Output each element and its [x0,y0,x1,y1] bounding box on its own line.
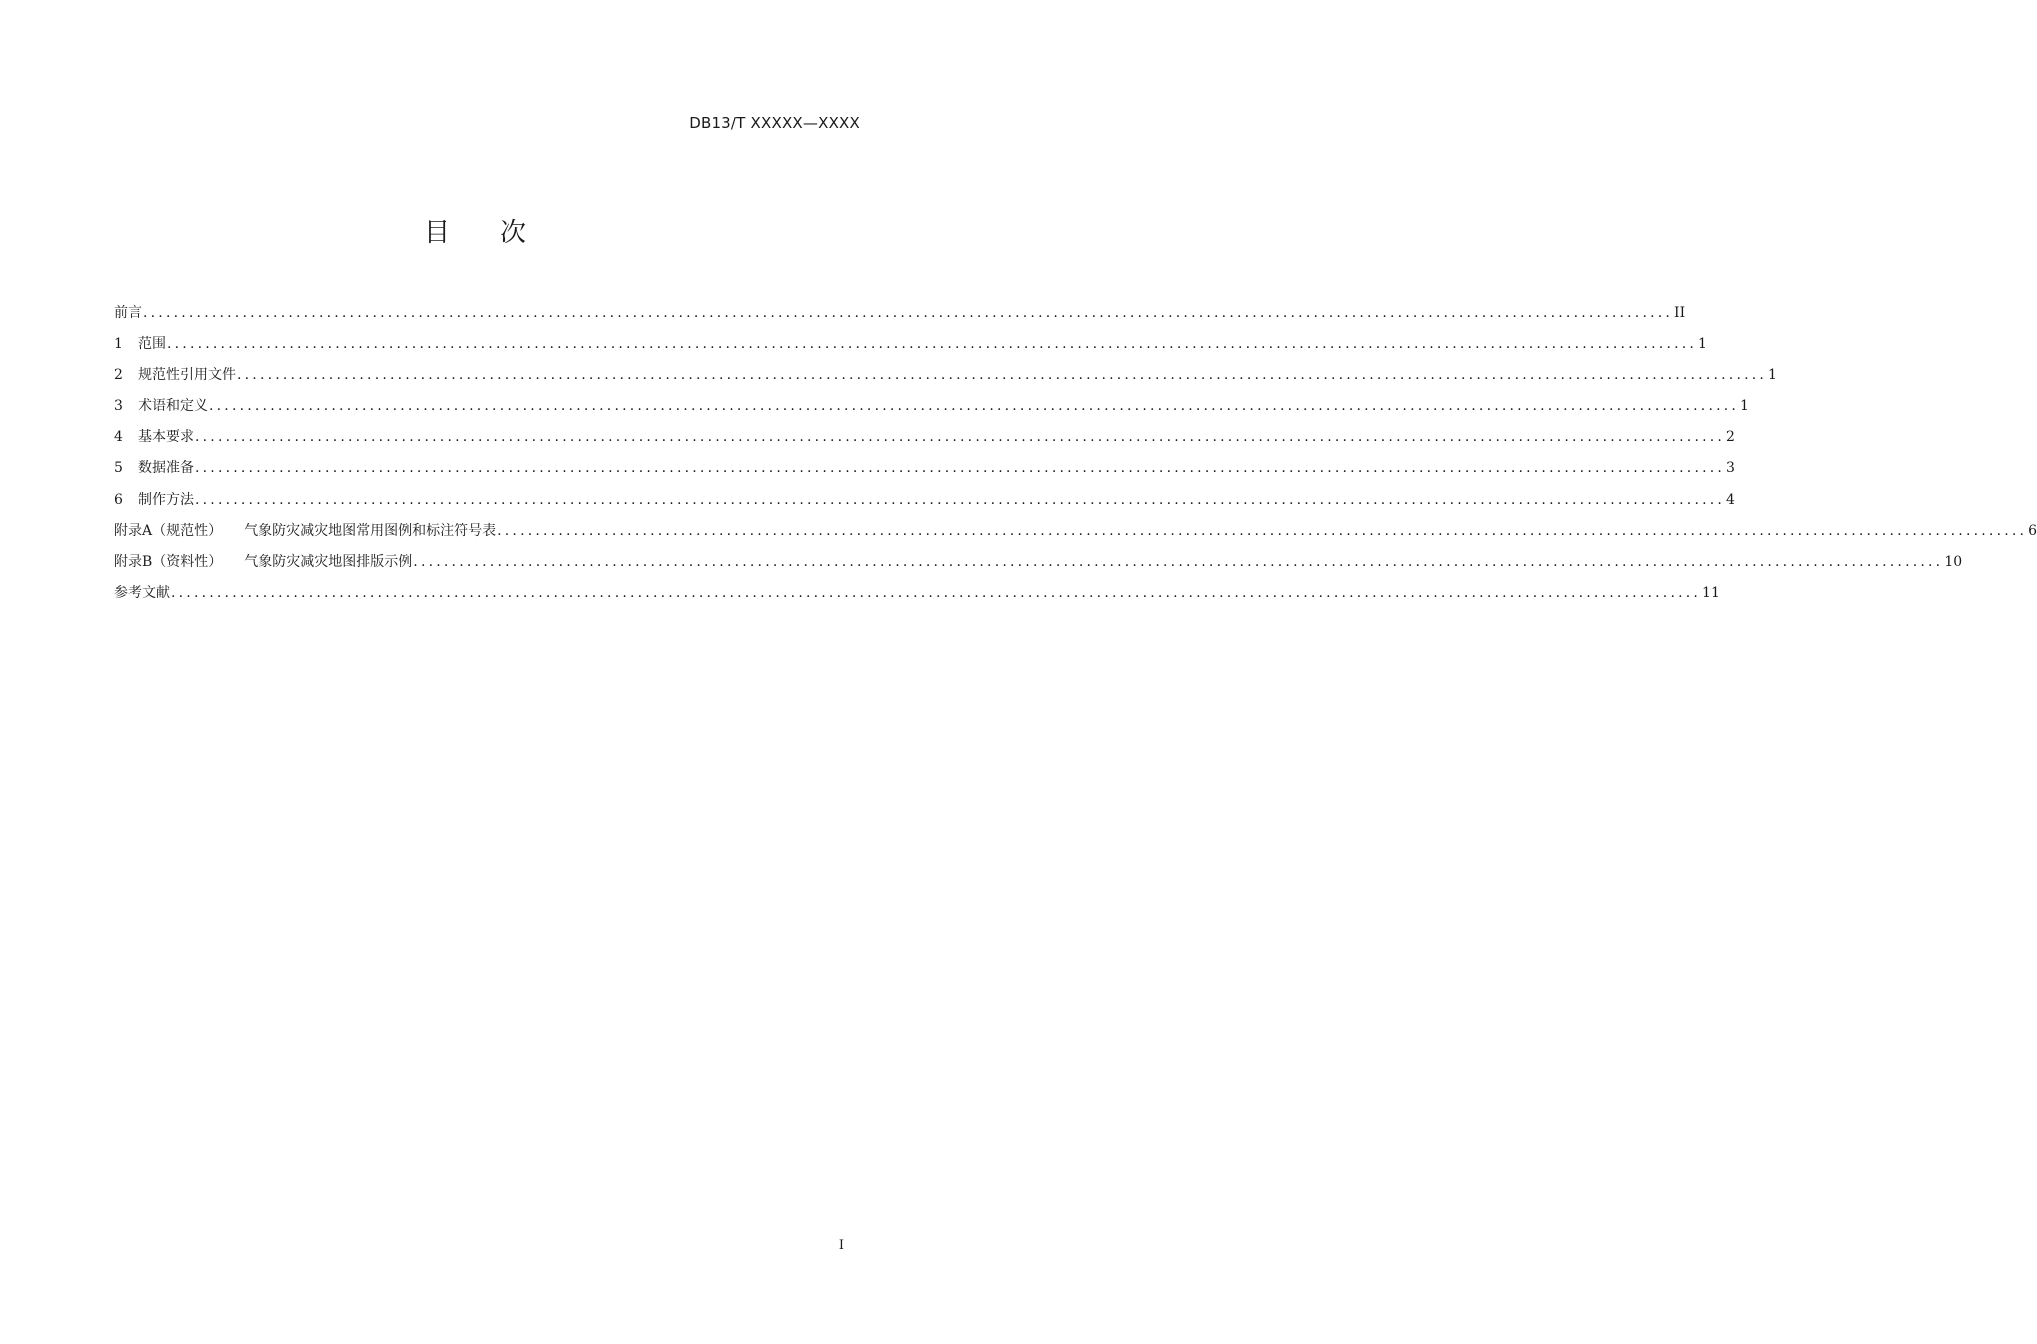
toc-entry[interactable] [114,333,1707,364]
toc-title-char-1: 目 [423,218,450,248]
toc-entry-number: 2 [114,367,123,384]
toc-entry-page: 1 [1740,398,1749,415]
toc-entry[interactable] [114,395,1749,426]
toc-leader-dots: ........................................................................................................................................................................................................ [171,584,1702,601]
toc-leader-dots: ........................................................................................................................................................................................................ [195,429,1726,446]
toc-entry-number: 6 [114,491,123,508]
toc-entry[interactable] [114,457,1735,488]
toc-entry-number: 4 [114,429,123,446]
toc-entry[interactable] [114,520,2037,551]
toc-entry-number: 5 [114,460,123,477]
toc-leader-dots: ........................................................................................................................................................................................................ [237,367,1768,384]
document-code: DB13/T XXXXX—XXXX [689,114,860,132]
toc-leader-dots: ........................................................................................................................................................................................................ [497,522,2028,539]
toc-entry-label: 数据准备 [138,460,194,477]
toc-entry-page: 6 [2028,522,2037,539]
toc-entry-page: 1 [1698,336,1707,353]
toc-entry-label: 范围 [138,336,166,353]
toc-entry-page: 10 [1944,553,1963,570]
toc-leader-dots: ........................................................................................................................................................................................................ [195,460,1726,477]
toc-entry-subtitle: 气象防灾减灾地图排版示例 [244,553,413,570]
toc-entry-page: 11 [1702,584,1720,601]
toc-leader-dots: ........................................................................................................................................................................................................ [413,553,1944,570]
toc-entry-label: 术语和定义 [138,398,208,415]
toc-leader-dots: ........................................................................................................................................................................................................ [167,336,1698,353]
toc-entry-label: 制作方法 [138,491,194,508]
toc-entry-page: 1 [1768,367,1777,384]
toc-entry[interactable] [114,551,1963,582]
toc-entry[interactable] [114,302,1686,333]
toc-leader-dots: ........................................................................................................................................................................................................ [195,491,1726,508]
toc-entry-subtitle: 气象防灾减灾地图常用图例和标注符号表 [244,522,497,539]
toc-entry-page: 3 [1726,460,1735,477]
page-number: I [838,1238,844,1253]
toc-leader-dots: ........................................................................................................................................................................................................ [209,398,1740,415]
toc-entry-label: 附录A（规范性） [114,522,223,539]
toc-title-char-2: 次 [500,218,527,248]
toc-entry-label: 前言 [114,305,142,321]
toc-entry-label: 参考文献 [114,584,170,601]
toc-entry[interactable] [114,582,1720,613]
toc-entry-page: 4 [1726,491,1735,508]
toc-entry-page: 2 [1726,429,1735,446]
toc-entry-label: 附录B（资料性） [114,553,223,570]
toc-entry-label: 规范性引用文件 [138,367,236,384]
toc-entry-number: 3 [114,398,123,415]
toc-leader-dots: ........................................................................................................................................................................................................ [143,305,1674,321]
toc-entry[interactable] [114,364,1777,395]
toc-entry-label: 基本要求 [138,429,194,446]
toc-entry-page: II [1674,305,1686,321]
toc-title [0,212,950,249]
toc-entry[interactable] [114,426,1735,457]
table-of-contents [114,302,2037,613]
toc-entry-number: 1 [114,336,123,353]
toc-entry[interactable] [114,489,1735,520]
